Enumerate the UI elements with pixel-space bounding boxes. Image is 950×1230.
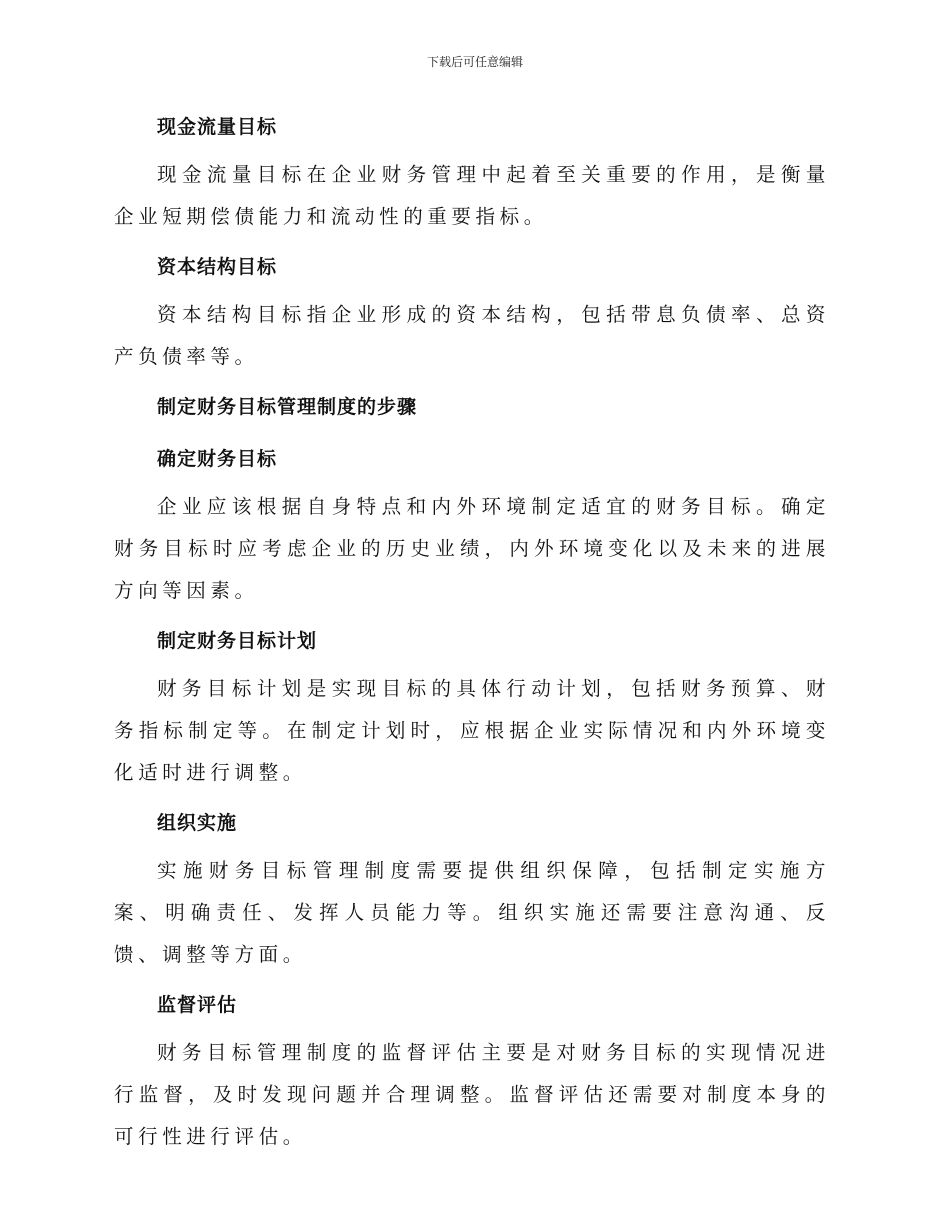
section-paragraph: 实施财务目标管理制度需要提供组织保障，包括制定实施方案、明确责任、发挥人员能力等。组织实施还需要注意沟通、反馈、调整等方面。 xyxy=(114,859,830,966)
document-body xyxy=(114,108,830,1168)
section-heading: 制定财务目标管理制度的步骤 xyxy=(157,396,418,418)
section-paragraph: 企业应该根据自身特点和内外环境制定适宜的财务目标。确定财务目标时应考虑企业的历史业绩，内外环境变化以及未来的进展方向等因素。 xyxy=(114,495,830,602)
section-heading: 现金流量目标 xyxy=(157,116,278,138)
section-heading: 确定财务目标 xyxy=(157,448,278,470)
section-target-plan xyxy=(114,622,830,794)
section-paragraph: 财务目标计划是实现目标的具体行动计划，包括财务预算、财务指标制定等。在制定计划时，应根据企业实际情况和内外环境变化适时进行调整。 xyxy=(114,677,830,784)
page-header: 下载后可任意编辑 xyxy=(426,55,523,69)
section-steps-title xyxy=(114,388,830,426)
section-paragraph: 现金流量目标在企业财务管理中起着至关重要的作用，是衡量企业短期偿债能力和流动性的重要指标。 xyxy=(114,163,830,228)
section-capital-structure-target xyxy=(114,248,830,378)
section-paragraph: 资本结构目标指企业形成的资本结构，包括带息负债率、总资产负债率等。 xyxy=(114,303,830,368)
section-paragraph: 财务目标管理制度的监督评估主要是对财务目标的实现情况进行监督，及时发现问题并合理调整。监督评估还需要对制度本身的可行性进行评估。 xyxy=(114,1041,830,1148)
section-heading: 监督评估 xyxy=(157,994,238,1016)
section-supervision-evaluation xyxy=(114,986,830,1158)
section-heading: 资本结构目标 xyxy=(157,256,278,278)
section-heading: 组织实施 xyxy=(157,812,238,834)
section-cash-flow-target xyxy=(114,108,830,238)
section-implementation xyxy=(114,804,830,976)
section-determine-targets xyxy=(114,440,830,612)
section-heading: 制定财务目标计划 xyxy=(157,630,318,652)
